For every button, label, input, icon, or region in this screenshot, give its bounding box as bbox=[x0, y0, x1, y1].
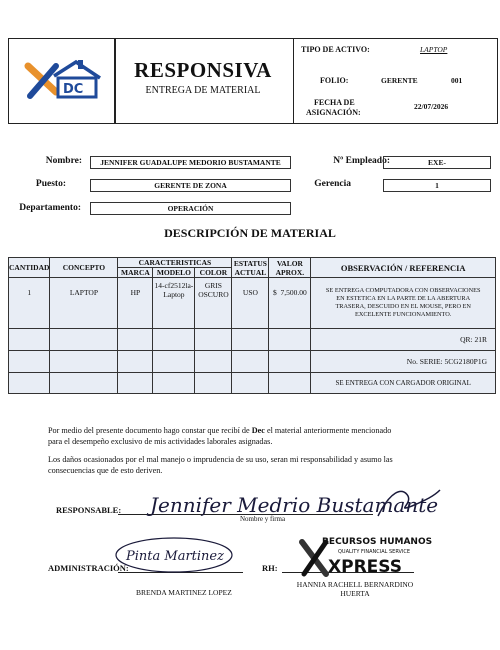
obs-line3: TRASERA, DESCUIDO EN EL MOUSE, PERO EN bbox=[335, 303, 471, 310]
svg-text:DC: DC bbox=[63, 82, 84, 97]
obs-line4: EXCELENTE FUNCIONAMIENTO. bbox=[354, 311, 452, 318]
fecha-label-line2: ASIGNACIÓN: bbox=[306, 108, 361, 117]
num-empleado-field: EXE- bbox=[383, 156, 491, 169]
folio-label: FOLIO: bbox=[320, 76, 349, 85]
col-concepto-header: CONCEPTO bbox=[50, 258, 118, 278]
modelo-line2: Laptop bbox=[163, 290, 185, 299]
col-estatus-header bbox=[232, 258, 269, 278]
col-observacion-header: OBSERVACIÓN / REFERENCIA bbox=[311, 258, 496, 278]
stamp-line1: RECURSOS HUMANOS bbox=[322, 537, 433, 547]
nombre-field: JENNIFER GUADALUPE MEDORIO BUSTAMANTE bbox=[90, 156, 291, 169]
rh-label: RH: bbox=[262, 563, 278, 573]
col-marca-header: MARCA bbox=[118, 268, 153, 278]
stamp-brand: XPRESS bbox=[328, 557, 402, 577]
cell-valor bbox=[269, 278, 311, 329]
folio-value-number: 001 bbox=[451, 76, 463, 85]
cell-cantidad: 1 bbox=[9, 278, 50, 329]
estatus-header-line1: ESTATUS bbox=[233, 258, 267, 268]
statement-text-d: para el desempeño exclusivo de mis actividades laborales asignadas. bbox=[48, 436, 273, 446]
administracion-label: ADMINISTRACIÓN: bbox=[48, 563, 129, 573]
table-row bbox=[9, 373, 496, 394]
fecha-label-line1: FECHA DE bbox=[314, 98, 355, 107]
liability-text-a: Los daños ocasionados por el mal manejo o imprudencia de su uso, seran mi responsabilidad y asumo las bbox=[48, 455, 393, 464]
stamp-line2: QUALITY FINANCIAL SERVICE bbox=[338, 549, 411, 555]
nombre-label: Nombre: bbox=[45, 156, 82, 166]
col-modelo-header: MODELO bbox=[153, 268, 195, 278]
page-title: RESPONSIVA bbox=[134, 58, 272, 82]
nombre-firma-caption: Nombre y firma bbox=[240, 515, 286, 523]
admin-signature bbox=[112, 533, 242, 577]
col-color-header: COLOR bbox=[195, 268, 232, 278]
table-row bbox=[9, 351, 496, 373]
valor-currency: $ bbox=[273, 288, 277, 297]
cell-color bbox=[195, 278, 232, 329]
rh-name-line1: HANNIA RACHELL BERNARDINO bbox=[296, 580, 414, 589]
valor-header-line1: VALOR bbox=[276, 258, 303, 268]
company-logo bbox=[26, 58, 102, 100]
tipo-activo-value: LAPTOP bbox=[420, 45, 448, 54]
cell-marca: HP bbox=[118, 278, 153, 329]
color-line1: GRIS bbox=[204, 281, 222, 290]
puesto-label: Puesto: bbox=[35, 179, 66, 189]
liability-paragraph bbox=[48, 455, 468, 476]
valor-header-line2: APROX. bbox=[275, 267, 305, 277]
statement-company: Dec bbox=[251, 426, 265, 435]
modelo-line1: 14-cf2512la- bbox=[154, 281, 194, 290]
obs-line1: SE ENTREGA COMPUTADORA CON OBSERVACIONES bbox=[325, 287, 481, 294]
departamento-label: Departamento: bbox=[19, 203, 81, 213]
rh-stamp bbox=[296, 534, 433, 580]
statement-text-c: el material anteriormente mencionado bbox=[266, 426, 392, 435]
fecha-value: 22/07/2026 bbox=[414, 102, 449, 111]
page-subtitle: ENTREGA DE MATERIAL bbox=[145, 85, 261, 96]
cell-modelo bbox=[153, 278, 195, 329]
cell-concepto: LAPTOP bbox=[50, 278, 118, 329]
cell-estatus: USO bbox=[232, 278, 269, 329]
cell-cargador: SE ENTREGA CON CARGADOR ORIGINAL bbox=[311, 373, 496, 394]
obs-line2: EN ESTETICA EN LA PARTE DE LA ABERTURA bbox=[336, 295, 471, 302]
svg-text:Pinta Martinez: Pinta Martinez bbox=[126, 549, 224, 564]
folio-value-type: GERENTE bbox=[381, 76, 418, 85]
signature-text-responsable: Jennifer Medrio Bustamante bbox=[150, 493, 439, 517]
col-valor-header bbox=[269, 258, 311, 278]
estatus-header-line2: ACTUAL bbox=[234, 267, 267, 277]
puesto-field: GERENTE DE ZONA bbox=[90, 179, 291, 192]
cell-qr: QR: 21R bbox=[311, 329, 496, 351]
liability-text-b: consecuencias que de esto deriven. bbox=[48, 465, 163, 475]
rh-name-line2: HUERTA bbox=[340, 589, 370, 598]
statement-paragraph bbox=[48, 426, 468, 447]
statement-text-a: Por medio del presente documento hago constar que recibí de bbox=[48, 426, 250, 435]
gerencia-field: 1 bbox=[383, 179, 491, 192]
departamento-field: OPERACIÓN bbox=[90, 202, 291, 215]
table-row bbox=[9, 329, 496, 351]
responsable-signature bbox=[150, 486, 450, 531]
responsable-label: RESPONSABLE: bbox=[56, 505, 122, 515]
valor-amount: 7,500.00 bbox=[280, 288, 307, 297]
gerencia-label: Gerencia bbox=[314, 179, 351, 189]
tipo-activo-label: TIPO DE ACTIVO: bbox=[301, 45, 370, 54]
admin-name: BRENDA MARTINEZ LOPEZ bbox=[136, 588, 232, 597]
cell-observacion bbox=[311, 278, 496, 329]
col-cantidad-header: CANTIDAD bbox=[9, 258, 50, 278]
color-line2: OSCURO bbox=[198, 290, 229, 299]
cell-serie: No. SERIE: 5CG2180P1G bbox=[311, 351, 496, 373]
col-caracteristicas-header: CARACTERISTICAS bbox=[118, 258, 232, 268]
num-empleado-label: Nº Empleado: bbox=[333, 156, 390, 166]
section-title: DESCRIPCIÓN DE MATERIAL bbox=[164, 226, 336, 240]
material-table bbox=[8, 257, 496, 394]
table-row bbox=[9, 278, 496, 329]
